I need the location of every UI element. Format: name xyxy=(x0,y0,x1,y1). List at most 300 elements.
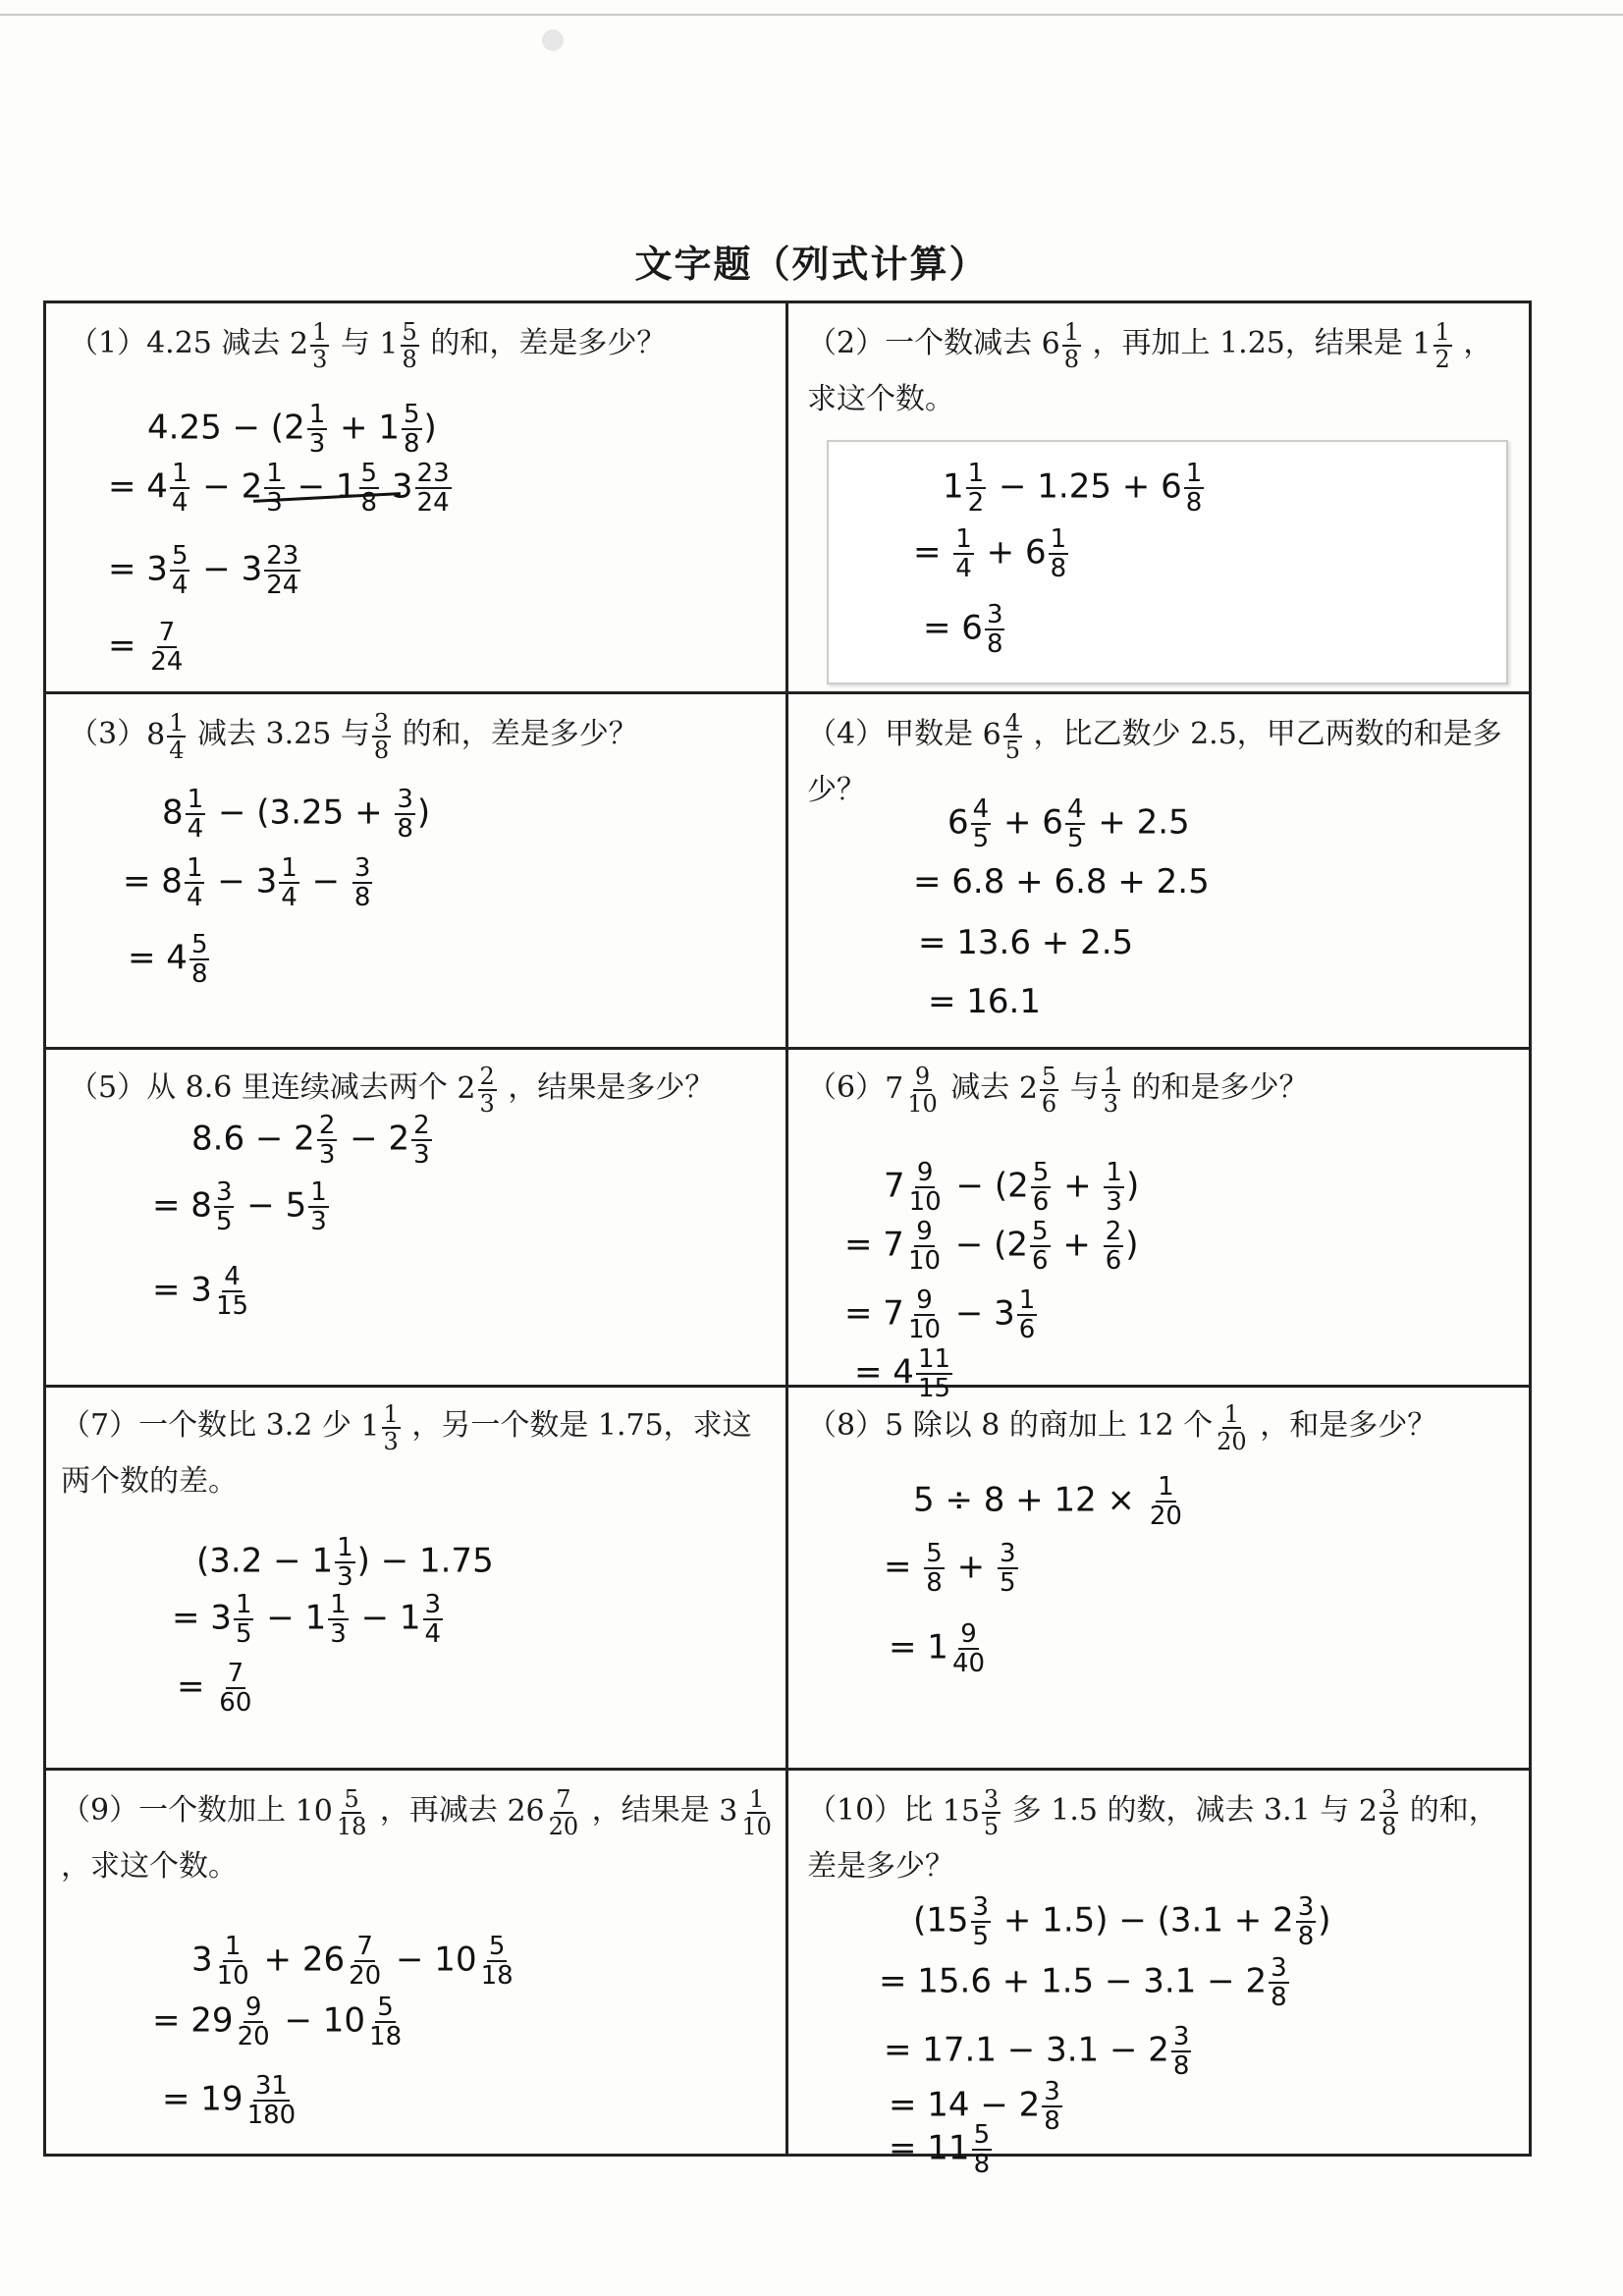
text-run: 的和，差是多少？ xyxy=(420,326,667,360)
fraction xyxy=(739,1786,774,1839)
numerator: 1 xyxy=(186,853,203,883)
work-line xyxy=(172,1591,445,1648)
numerator: 1 xyxy=(308,400,326,429)
fraction xyxy=(352,854,373,911)
fraction xyxy=(1104,1218,1124,1275)
fraction xyxy=(310,319,329,372)
numerator: 1 xyxy=(312,318,328,346)
denominator: 8 xyxy=(1271,1983,1287,2012)
numerator: 5 xyxy=(404,400,420,429)
numerator: 1 xyxy=(1185,459,1203,488)
equals-sign: = xyxy=(108,626,147,666)
text-run: ，求这个数。 xyxy=(807,326,1493,416)
numerator: 3 xyxy=(1380,1785,1397,1813)
numerator: 1 xyxy=(310,1177,327,1207)
text-run: 1 xyxy=(943,466,964,507)
work-line xyxy=(844,1218,1139,1275)
problem-cell xyxy=(69,316,776,372)
text-run: 减去 xyxy=(941,1070,1019,1105)
equals-sign: = xyxy=(923,608,962,648)
problem-number: （2） xyxy=(807,326,886,360)
text-run: ) − 1.75 xyxy=(356,1541,494,1581)
whole-number: 10 xyxy=(295,1794,333,1829)
equals-sign: = xyxy=(854,1352,893,1393)
fraction xyxy=(906,1286,943,1343)
numerator: 3 xyxy=(983,1785,1000,1813)
fraction xyxy=(1104,1159,1124,1216)
whole-number: 1 xyxy=(1412,327,1432,361)
denominator: 2 xyxy=(967,488,985,518)
numerator: 1 xyxy=(1103,1063,1119,1090)
fraction xyxy=(1434,319,1452,372)
fraction xyxy=(395,786,415,843)
problem-number: （9） xyxy=(61,1793,139,1828)
text-run: − (3.25 + xyxy=(207,793,394,833)
equals-sign: = xyxy=(172,1598,211,1638)
problem-number: （6） xyxy=(807,1070,886,1105)
denominator: 15 xyxy=(215,1291,249,1321)
page-title: 文字题（列式计算） xyxy=(634,243,989,286)
work-line xyxy=(879,1954,1291,2011)
numerator: 5 xyxy=(1032,1158,1050,1187)
numerator: 3 xyxy=(999,1539,1016,1568)
fraction xyxy=(1042,2078,1062,2135)
problem-cell xyxy=(61,1398,776,1509)
fraction xyxy=(367,1994,404,2050)
fraction xyxy=(905,1064,940,1117)
denominator: 20 xyxy=(349,1961,382,1991)
numerator: 1 xyxy=(337,1533,353,1562)
denominator: 6 xyxy=(1105,1246,1122,1276)
work-line xyxy=(152,1994,406,2050)
row-divider xyxy=(43,1047,1532,1050)
text-run: 19 xyxy=(200,2079,243,2119)
equals-sign: = xyxy=(844,1293,884,1334)
text-run: 一个数比 3.2 少 xyxy=(138,1408,361,1443)
numerator: 5 xyxy=(190,930,208,959)
numerator: 23 xyxy=(416,459,450,488)
text-run: 4.25 − (2 xyxy=(147,408,305,448)
whole-number: 8 xyxy=(146,718,166,752)
text-run: ，比乙数少 2.5，甲乙两数的和是多少？ xyxy=(807,717,1502,807)
fraction xyxy=(402,401,422,458)
work-line xyxy=(147,401,437,458)
equals-sign: = xyxy=(918,923,957,962)
text-run: 6 xyxy=(961,608,983,648)
text-run: − xyxy=(300,861,351,902)
whole-number: 2 xyxy=(457,1071,476,1106)
fraction xyxy=(1040,1064,1058,1117)
work-line xyxy=(923,601,1006,658)
fraction xyxy=(1003,710,1022,763)
text-run: − 1 xyxy=(255,1598,327,1638)
text-run: ，再减去 xyxy=(370,1793,508,1828)
work-line xyxy=(162,786,430,843)
problem-text xyxy=(61,1783,776,1894)
fraction xyxy=(966,460,987,517)
denominator: 10 xyxy=(216,1961,249,1991)
denominator: 5 xyxy=(1066,824,1084,853)
text-run: 的和是多少？ xyxy=(1122,1070,1309,1105)
problem-number: （4） xyxy=(807,717,886,751)
fraction xyxy=(214,1263,250,1320)
problem-cell xyxy=(61,1783,776,1894)
work-line xyxy=(191,1933,517,1990)
fraction xyxy=(479,1933,515,1990)
problem-number: （10） xyxy=(807,1793,904,1828)
text-run: 11 xyxy=(927,2128,970,2168)
text-run: + 26 xyxy=(252,1940,346,1980)
problem-cell xyxy=(807,316,1522,427)
fraction xyxy=(998,1540,1018,1597)
denominator: 8 xyxy=(926,1568,943,1598)
whole-number: 1 xyxy=(379,327,399,361)
equals-sign: = xyxy=(913,532,952,573)
numerator: 1 xyxy=(1106,1158,1122,1187)
fraction xyxy=(1171,2023,1192,2080)
denominator: 5 xyxy=(999,1568,1016,1598)
fraction xyxy=(307,401,328,458)
work-line xyxy=(152,1263,252,1320)
work-line xyxy=(943,460,1206,517)
numerator: 1 xyxy=(171,459,189,488)
fraction xyxy=(1062,319,1081,372)
fraction xyxy=(167,710,186,763)
equals-sign: = xyxy=(152,1270,191,1310)
work-line xyxy=(177,1660,255,1717)
text-run: 3 xyxy=(146,549,168,589)
denominator: 60 xyxy=(219,1688,252,1718)
fraction xyxy=(170,460,190,517)
numerator: 1 xyxy=(187,785,204,814)
denominator: 8 xyxy=(1050,554,1067,583)
text-run: 29 xyxy=(190,2000,234,2041)
equals-sign: = xyxy=(879,1961,918,2001)
denominator: 3 xyxy=(1106,1187,1122,1217)
numerator: 23 xyxy=(266,541,299,571)
denominator: 3 xyxy=(337,1562,353,1592)
numerator: 1 xyxy=(1018,1285,1036,1315)
numerator: 1 xyxy=(224,1932,242,1961)
text-run: 4 xyxy=(146,466,168,507)
denominator: 3 xyxy=(308,429,326,459)
text-run: − 3 xyxy=(945,1293,1015,1334)
denominator: 8 xyxy=(402,346,417,373)
text-run: 4 xyxy=(166,938,188,978)
denominator: 10 xyxy=(908,1187,942,1217)
problem-cell xyxy=(807,1061,1522,1117)
numerator: 1 xyxy=(1434,318,1450,346)
work-line xyxy=(884,1159,1139,1216)
denominator: 3 xyxy=(266,488,283,518)
problem-text xyxy=(69,707,776,763)
numerator: 3 xyxy=(972,1892,990,1922)
problem-cell xyxy=(807,1783,1522,1894)
text-run: ，结果是多少？ xyxy=(498,1070,715,1105)
fraction xyxy=(217,1660,253,1717)
fraction xyxy=(1184,460,1205,517)
denominator: 6 xyxy=(1032,1187,1050,1217)
work-line xyxy=(191,1112,434,1169)
work-line xyxy=(884,2023,1193,2080)
numerator: 1 xyxy=(235,1590,252,1619)
fraction xyxy=(328,1591,349,1648)
text-run: 6.8 + 6.8 + 2.5 xyxy=(951,862,1210,902)
text-run: ，结果是 xyxy=(582,1793,720,1828)
work-line xyxy=(913,525,1070,582)
fraction xyxy=(1102,1064,1120,1117)
denominator: 8 xyxy=(1297,1922,1315,1951)
whole-number: 2 xyxy=(1018,1071,1038,1106)
fraction xyxy=(185,854,205,911)
numerator: 2 xyxy=(413,1111,430,1140)
fraction xyxy=(170,542,190,599)
fraction xyxy=(1031,1159,1052,1216)
numerator: 3 xyxy=(1271,1953,1287,1983)
fraction xyxy=(1017,1286,1038,1343)
denominator: 18 xyxy=(480,1961,514,1991)
text-run: (15 xyxy=(913,1900,969,1941)
denominator: 3 xyxy=(310,1207,327,1236)
numerator: 3 xyxy=(397,785,413,814)
equals-sign: = xyxy=(152,1185,191,1226)
denominator: 3 xyxy=(413,1140,430,1170)
fraction xyxy=(264,542,300,599)
equals-sign: = xyxy=(889,2128,928,2168)
fraction xyxy=(982,1786,1001,1839)
fraction xyxy=(1215,1401,1249,1454)
equals-sign: = xyxy=(913,862,952,902)
numerator: 1 xyxy=(330,1590,347,1619)
denominator: 5 xyxy=(972,1922,990,1951)
fraction xyxy=(382,1401,401,1454)
fraction xyxy=(335,1534,355,1591)
denominator: 24 xyxy=(150,647,184,677)
numerator: 4 xyxy=(1004,709,1021,737)
problem-text xyxy=(807,1783,1522,1894)
fraction xyxy=(953,525,974,582)
numerator: 1 xyxy=(1223,1400,1240,1428)
problem-number: （3） xyxy=(69,717,147,751)
fraction xyxy=(924,1540,945,1597)
text-run: ) xyxy=(1125,1225,1139,1265)
whole-number: 2 xyxy=(289,327,309,361)
denominator: 4 xyxy=(424,1619,442,1649)
whole-number: 1 xyxy=(360,1409,380,1444)
work-line xyxy=(854,1345,954,1402)
denominator: 3 xyxy=(318,1140,336,1170)
numerator: 2 xyxy=(318,1111,336,1140)
denominator: 8 xyxy=(986,629,1003,659)
text-run: ，再加上 1.25，结果是 xyxy=(1083,326,1413,360)
problem-number: （1） xyxy=(69,326,147,360)
text-run: 13.6 + 2.5 xyxy=(956,923,1134,962)
problem-text xyxy=(61,1398,776,1509)
work-line xyxy=(913,1893,1331,1950)
work-line xyxy=(928,982,1041,1021)
whole-number: 2 xyxy=(1358,1794,1378,1829)
text-run: 甲数是 xyxy=(885,717,983,751)
numerator: 5 xyxy=(488,1932,506,1961)
numerator: 1 xyxy=(383,1400,399,1428)
text-run: 7 xyxy=(883,1293,904,1334)
text-run: − 10 xyxy=(273,2000,366,2041)
numerator: 5 xyxy=(1032,1217,1049,1246)
denominator: 10 xyxy=(907,1090,938,1118)
scan-edge xyxy=(0,14,1623,16)
work-line xyxy=(884,1540,1020,1597)
work-line xyxy=(913,862,1210,902)
text-run: − (2 xyxy=(945,1166,1029,1206)
denominator: 8 xyxy=(1063,346,1080,373)
fraction xyxy=(264,460,285,517)
numerator: 5 xyxy=(402,318,417,346)
text-run: 从 8.6 里连续减去两个 xyxy=(146,1070,458,1105)
text-run: ，求这个数。 xyxy=(61,1849,238,1884)
numerator: 7 xyxy=(356,1932,373,1961)
text-run: 的和，差是多少？ xyxy=(393,717,638,751)
problem-text xyxy=(69,1061,776,1117)
text-run: + xyxy=(1052,1225,1102,1265)
denominator: 20 xyxy=(237,2022,270,2051)
work-line xyxy=(889,2121,994,2178)
denominator: 6 xyxy=(1032,1246,1049,1276)
text-run: ) xyxy=(416,793,431,833)
text-run: + xyxy=(1053,1166,1103,1206)
text-run: 5 ÷ 8 + 12 × xyxy=(913,1480,1146,1520)
fraction xyxy=(1380,1786,1398,1839)
denominator: 10 xyxy=(907,1315,942,1344)
work-line xyxy=(844,1286,1039,1343)
numerator: 4 xyxy=(972,794,990,824)
fraction xyxy=(186,786,206,843)
denominator: 8 xyxy=(373,737,390,764)
equals-sign: = xyxy=(177,1667,216,1707)
denominator: 24 xyxy=(266,571,299,600)
numerator: 5 xyxy=(1041,1063,1057,1090)
denominator: 20 xyxy=(1217,1428,1247,1455)
denominator: 5 xyxy=(235,1619,252,1649)
denominator: 4 xyxy=(171,488,189,518)
problem-text xyxy=(807,1398,1522,1454)
fraction xyxy=(372,710,391,763)
problem-cell xyxy=(807,1398,1522,1454)
text-run: 1 xyxy=(927,1627,948,1667)
fraction xyxy=(234,1591,254,1648)
text-run: 7 xyxy=(883,1225,904,1265)
equals-sign: = xyxy=(108,466,147,507)
text-run: 8 xyxy=(190,1185,212,1226)
numerator: 9 xyxy=(916,1285,933,1315)
denominator: 8 xyxy=(1044,2106,1060,2136)
numerator: 3 xyxy=(353,853,371,883)
numerator: 7 xyxy=(158,618,176,647)
numerator: 3 xyxy=(1172,2022,1190,2051)
numerator: 11 xyxy=(917,1344,951,1374)
denominator: 3 xyxy=(383,1428,399,1455)
work-line xyxy=(947,795,1190,852)
denominator: 24 xyxy=(416,488,450,518)
numerator: 3 xyxy=(1297,1892,1315,1922)
text-run: 3 xyxy=(381,466,413,507)
numerator: 1 xyxy=(955,524,972,554)
text-run: 6 xyxy=(947,802,969,843)
denominator: 5 xyxy=(215,1207,233,1236)
text-run: + 6 xyxy=(993,802,1063,843)
denominator: 8 xyxy=(1185,488,1203,518)
numerator: 2 xyxy=(479,1063,495,1090)
fraction xyxy=(916,1345,952,1402)
fraction xyxy=(411,1112,432,1169)
equals-sign: = xyxy=(152,2000,191,2041)
denominator: 8 xyxy=(1380,1813,1397,1840)
numerator: 9 xyxy=(914,1063,931,1090)
fraction xyxy=(478,1064,497,1117)
work-line xyxy=(123,854,374,911)
text-run: 3 xyxy=(190,1270,212,1310)
text-run: + xyxy=(946,1547,996,1587)
problem-number: （7） xyxy=(61,1408,139,1443)
equals-sign: = xyxy=(889,2085,928,2125)
work-line xyxy=(918,923,1133,962)
fraction xyxy=(279,854,299,911)
fraction xyxy=(189,931,210,988)
text-run: 多 1.5 的数，减去 3.1 与 xyxy=(1002,1793,1359,1828)
work-line xyxy=(152,1178,331,1235)
text-run: − 3 xyxy=(191,549,263,589)
numerator: 9 xyxy=(916,1158,934,1187)
column-divider xyxy=(785,301,788,2157)
text-run: ，和是多少？ xyxy=(1250,1408,1437,1443)
denominator: 4 xyxy=(186,883,203,912)
fraction xyxy=(971,795,992,852)
denominator: 8 xyxy=(353,883,371,912)
numerator: 3 xyxy=(373,709,390,737)
numerator: 3 xyxy=(424,1590,442,1619)
text-run: + 2.5 xyxy=(1087,802,1190,843)
text-run: 比 xyxy=(903,1793,943,1828)
fraction xyxy=(1148,1473,1184,1530)
text-run: − 1 xyxy=(286,466,357,507)
text-run: 一个数加上 xyxy=(138,1793,296,1828)
text-run: + 1.5) − (3.1 + 2 xyxy=(993,1900,1294,1941)
row-divider xyxy=(43,1385,1532,1388)
denominator: 3 xyxy=(312,346,328,373)
whole-number: 26 xyxy=(507,1794,545,1829)
denominator: 6 xyxy=(1018,1315,1036,1344)
fraction xyxy=(1030,1218,1051,1275)
numerator: 3 xyxy=(215,1177,233,1207)
fraction xyxy=(335,1786,369,1839)
work-line xyxy=(108,542,302,599)
numerator: 5 xyxy=(171,541,189,571)
text-run: − (2 xyxy=(945,1225,1029,1265)
denominator: 5 xyxy=(972,824,990,853)
denominator: 4 xyxy=(281,883,298,912)
text-run: ) xyxy=(1318,1900,1331,1941)
numerator: 5 xyxy=(973,2120,991,2150)
numerator: 1 xyxy=(1063,318,1080,346)
fraction xyxy=(971,1893,992,1950)
work-line xyxy=(913,1473,1186,1530)
text-run: 3 xyxy=(191,1940,213,1980)
work-line xyxy=(162,2072,299,2129)
text-run: 7 xyxy=(884,1166,905,1206)
equals-sign: = xyxy=(128,938,167,978)
whole-number: 6 xyxy=(982,718,1001,752)
denominator: 18 xyxy=(336,1813,367,1840)
equals-sign: = xyxy=(108,549,147,589)
